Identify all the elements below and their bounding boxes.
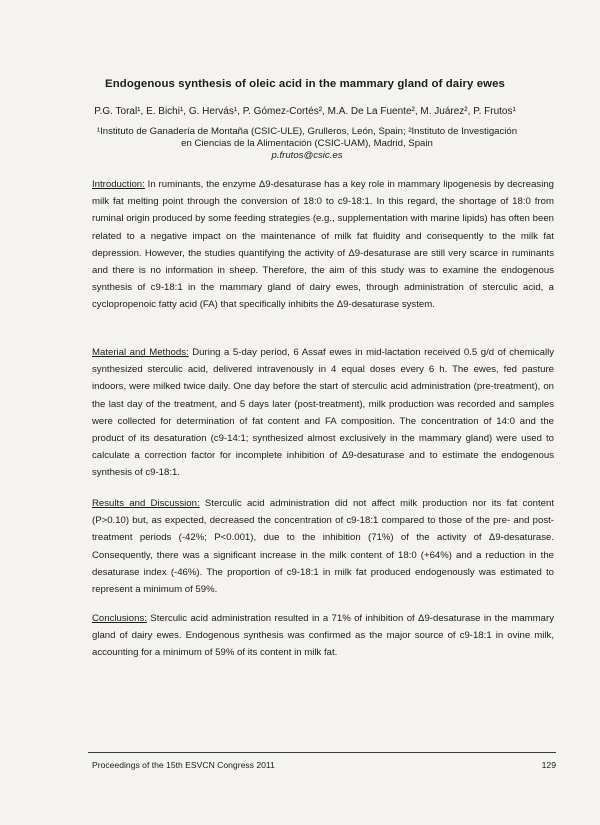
footer-divider	[88, 752, 556, 753]
page-number: 129	[541, 760, 556, 770]
section-heading-introduction: Introduction:	[92, 179, 145, 190]
paper-title: Endogenous synthesis of oleic acid in the mammary gland of dairy ewes	[105, 78, 505, 90]
section-introduction	[92, 176, 554, 314]
section-methods	[92, 344, 554, 482]
section-heading-conclusions: Conclusions:	[92, 613, 147, 624]
section-results	[92, 495, 554, 598]
section-body-results: Sterculic acid administration did not affect milk production nor its fat content (P>0.10) but, as expected, decreased the concentration of c9-18:1 compared to those of the pre- and post-treatment periods (-42%; P<0.001), due to the inhibition (71%) of the activity of Δ9-desaturase. Consequently, there was a significant increase in the milk content of 18:0 (+64%) and a reduction in the desaturase index (-46%). The proportion of c9-18:1 in milk fat produced endogenously was estimated to represent a minimum of 59%.	[92, 498, 554, 596]
section-conclusions	[92, 610, 554, 662]
author-list: P.G. Toral¹, E. Bichi¹, G. Hervás¹, P. Gómez-Cortés², M.A. De La Fuente², M. Juárez², P. Frutos¹	[94, 106, 516, 117]
affiliation-text: ¹Instituto de Ganadería de Montaña (CSIC-ULE), Grulleros, León, Spain; ²Instituto de Investigación en Ciencias de la Alimentación (CSIC-UAM), Madrid, Spain	[96, 126, 518, 149]
section-heading-methods: Material and Methods:	[92, 347, 189, 358]
section-body-introduction: In ruminants, the enzyme Δ9-desaturase has a key role in mammary lipogenesis by decreasing milk fat melting point through the conversion of 18:0 to c9-18:1. In this regard, the shortage of 18:0 from ruminal origin produced by some feeding strategies (e.g., supplementation with marine lipids) has often been related to a negative impact on the maintenance of milk fat fluidity and consequently to the milk fat depression. However, the studies quantifying the activity of Δ9-desaturase are still very scarce in ruminants and there is no information in sheep. Therefore, the aim of this study was to examine the endogenous synthesis of c9-18:1 in the mammary gland of dairy ewes, through administration of sterculic acid, a cyclopropenoic fatty acid (FA) that specifically inhibits the Δ9-desaturase system.	[92, 179, 554, 311]
section-body-methods: During a 5-day period, 6 Assaf ewes in mid-lactation received 0.5 g/d of chemically synthesized sterculic acid, delivered intravenously in 4 equal doses every 6 h. The ewes, fed pasture indoors, were milked twice daily. One day before the start of sterculic acid administration (pre-treatment), on the last day of the treatment, and 5 days later (post-treatment), milk production was recorded and samples were collected for determination of fat content and FA composition. The concentration of 14:0 and the product of its desaturation (c9-14:1; synthesized almost exclusively in the mammary gland) were used to calculate a correction factor for incomplete inhibition of Δ9-desaturase and to estimate the endogenous synthesis of c9-18:1.	[92, 347, 555, 479]
section-heading-results: Results and Discussion:	[92, 498, 200, 509]
contact-email: p.frutos@csic.es	[271, 150, 343, 161]
affiliation-block	[92, 126, 522, 162]
section-body-conclusions: Sterculic acid administration resulted in a 71% of inhibition of Δ9-desaturase in the mammary gland of dairy ewes. Endogenous synthesis was confirmed as the major source of c9-18:1 in ovine milk, accounting for a minimum of 59% of its content in milk fat.	[92, 613, 554, 659]
footer-proceedings: Proceedings of the 15th ESVCN Congress 2011	[92, 760, 275, 770]
